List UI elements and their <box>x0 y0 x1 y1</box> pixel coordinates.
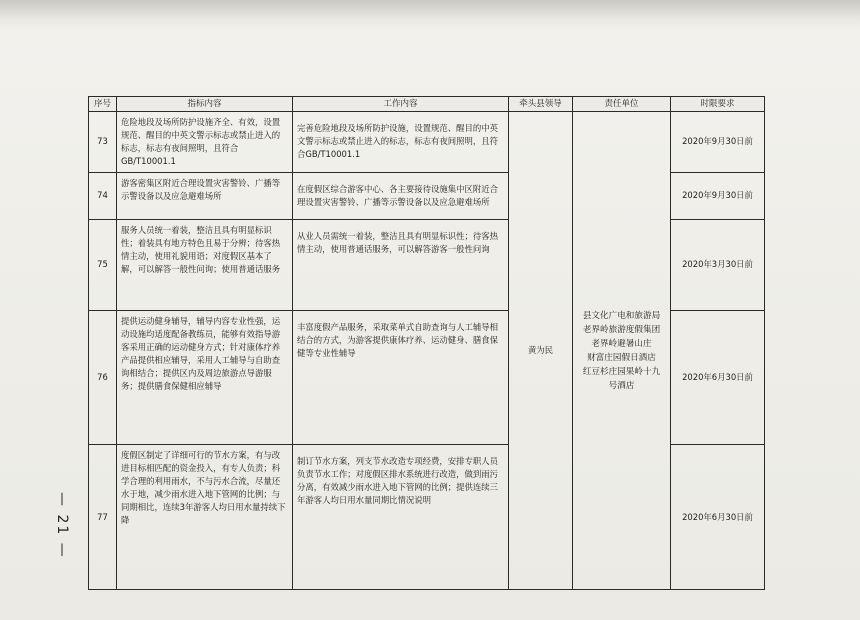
row-work-text: 完善危险地段及场所防护设施，设置规范、醒目的中英文警示标志或禁止进入的标志，标志有夜间照明，且符合GB/T10001.1 <box>297 123 498 159</box>
leader-cell: 黄为民 <box>509 112 573 590</box>
header-seq: 序号 <box>89 97 117 112</box>
unit-line: 号酒店 <box>608 380 635 391</box>
header-work: 工作内容 <box>293 97 509 112</box>
row-deadline-text: 2020年3月30日前 <box>682 259 753 270</box>
header-leader: 牵头县领导 <box>509 97 573 112</box>
table-row <box>89 112 765 173</box>
row-indicator-text: 提供运动健身辅导，辅导内容专业性强，运动设施均适度配备教练员，能够有效指导游客采用正确的运动健身方式；针对康体疗养产品提供相应辅导，采用人工辅导与自助查询相结合；提供区内及周边旅游点导游服务；提供膳食保健相应辅导 <box>121 316 281 392</box>
header-unit: 责任单位 <box>573 97 671 112</box>
page-number: — 21 — <box>54 491 70 559</box>
unit-cell <box>573 112 671 590</box>
row-deadline-text: 2020年9月30日前 <box>682 190 753 201</box>
unit-line: 县文化广电和旅游局 <box>582 310 661 321</box>
row-deadline <box>671 112 765 173</box>
unit-line: 财富庄园假日酒店 <box>587 352 656 363</box>
row-deadline-text: 2020年6月30日前 <box>682 372 753 383</box>
row-seq: 76 <box>89 311 117 445</box>
row-work-text: 丰富度假产品服务，采取菜单式自助查询与人工辅导相结合的方式，为游客提供康体疗养、运动健身、膳食保健等专业性辅导 <box>297 322 498 359</box>
row-work <box>293 172 509 219</box>
row-indicator-text: 游客密集区附近合理设置灾害警铃、广播等示警设备以及应急避难场所 <box>121 177 281 201</box>
row-deadline-text: 2020年9月30日前 <box>682 136 753 147</box>
row-seq: 75 <box>89 219 117 311</box>
unit-line: 红豆杉庄园果岭十九 <box>582 366 661 377</box>
unit-line: 老界岭避暑山庄 <box>591 338 652 349</box>
header-indicator: 指标内容 <box>117 97 293 112</box>
row-indicator-text: 危险地段及场所防护设施齐全、有效，设置规范、醒目的中英文警示标志或禁止进入的标志，标志有夜间照明，且符合GB/T10001.1 <box>121 117 281 166</box>
row-work <box>293 219 509 311</box>
row-work-text: 从业人员需统一着装，整洁且具有明显标识性；待客热情主动，使用普通话服务，可以解答游客一般性问询 <box>297 230 498 254</box>
row-indicator <box>117 219 293 311</box>
row-deadline <box>671 219 765 311</box>
header-row <box>89 97 765 112</box>
row-seq: 74 <box>89 172 117 219</box>
row-seq: 73 <box>89 112 117 173</box>
row-deadline <box>671 311 765 445</box>
row-deadline <box>671 172 765 219</box>
row-indicator <box>117 445 293 590</box>
row-indicator-text: 服务人员统一着装，整洁且具有明显标识性；着装具有地方特色且易于分辨；待客热情主动，使用礼貌用语；对度假区基本了解，可以解答一般性问询；使用普通话服务 <box>121 224 281 274</box>
row-work-text: 在度假区综合游客中心、各主要接待设施集中区附近合理设置灾害警铃、广播等示警设备以及应急避难场所 <box>297 183 498 207</box>
indicator-table <box>88 96 765 590</box>
row-work <box>293 311 509 445</box>
row-indicator <box>117 172 293 219</box>
row-indicator <box>117 112 293 173</box>
unit-line: 老界岭旅游度假集团 <box>582 324 661 335</box>
row-indicator <box>117 311 293 445</box>
row-work <box>293 112 509 173</box>
row-deadline <box>671 445 765 590</box>
scan-shadow <box>0 0 860 30</box>
row-seq: 77 <box>89 445 117 590</box>
row-work <box>293 445 509 590</box>
row-indicator-text: 度假区制定了详细可行的节水方案，有与改进目标相匹配的资金投入，有专人负责；科学合理的利用雨水，不与污水合流，尽量还水于地，减少雨水进入地下管网的比例；与同期相比，连续3年游客人均日用水量持续下降 <box>121 450 286 526</box>
row-deadline-text: 2020年6月30日前 <box>682 511 753 522</box>
row-work-text: 制订节水方案，列支节水改造专项经费，安排专职人员负责节水工作；对度假区排水系统进行改造，做到雨污分离，有效减少雨水进入地下管网的比例；提供连续三年游客人均日用水量同期比情况说明 <box>297 456 498 506</box>
header-deadline: 时限要求 <box>671 97 765 112</box>
